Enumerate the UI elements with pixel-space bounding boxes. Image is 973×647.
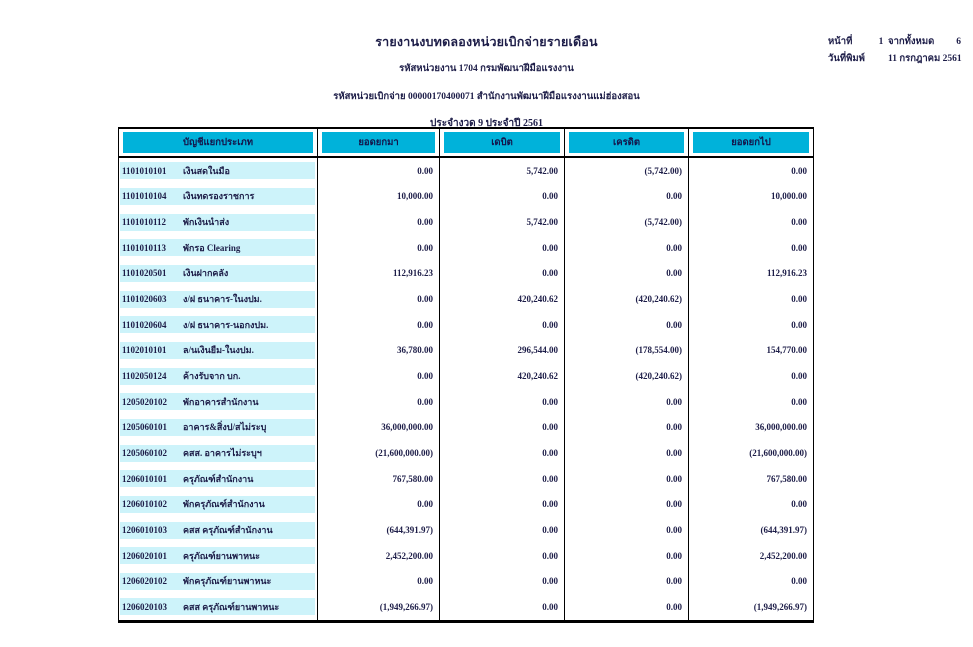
account-code: 1101020604: [122, 319, 167, 330]
carry-forward-value: 0.00: [318, 492, 440, 518]
account-cell: [119, 492, 318, 518]
carry-forward-value: 36,780.00: [318, 338, 440, 364]
account-stripe: [120, 445, 315, 462]
carry-forward-value: 0.00: [318, 569, 440, 595]
table-row: [119, 338, 814, 364]
table-header-row: [118, 127, 814, 158]
account-stripe: [120, 393, 315, 410]
page-number: 1: [878, 37, 884, 47]
account-stripe: [120, 598, 315, 615]
balance-value: 0.00: [689, 235, 814, 261]
debit-value: 0.00: [440, 415, 565, 441]
page-info: [828, 34, 962, 68]
page-number-row: [828, 34, 962, 51]
account-code: 1101010101: [122, 165, 167, 176]
account-name: อาคาร&สิ่งป/สไม่ระบุ: [183, 422, 267, 433]
column-header-debit: เดบิต: [440, 129, 565, 156]
of-total-label: จากทั้งหมด: [888, 37, 935, 47]
carry-forward-value: (1,949,266.97): [318, 594, 440, 620]
account-code: 1206020101: [122, 550, 167, 561]
account-name: เงินฝากคลัง: [183, 268, 229, 279]
balance-value: 10,000.00: [689, 184, 814, 210]
account-stripe: [120, 496, 315, 513]
carry-forward-value: 0.00: [318, 235, 440, 261]
account-stripe: [120, 547, 315, 564]
account-code: 1101020603: [122, 294, 167, 305]
account-cell: [119, 440, 318, 466]
balance-value: (644,391.97): [689, 517, 814, 543]
account-code: 1206010102: [122, 499, 167, 510]
account-stripe: [120, 522, 315, 539]
balance-value: (1,949,266.97): [689, 594, 814, 620]
account-cell: [119, 569, 318, 595]
table-row: [119, 415, 814, 441]
account-name: พักครุภัณฑ์ยานพาหนะ: [183, 576, 272, 587]
account-name: พักรอ Clearing: [183, 242, 241, 253]
account-code: 1206010103: [122, 525, 167, 536]
balance-value: 112,916.23: [689, 261, 814, 287]
account-code: 1205020102: [122, 396, 167, 407]
debit-value: 0.00: [440, 440, 565, 466]
total-pages: 6: [956, 37, 961, 47]
credit-value: (5,742.00): [565, 158, 689, 184]
table-row: [119, 594, 814, 620]
debit-value: 0.00: [440, 492, 565, 518]
period-line: ประจำงวด 9 ประจำปี 2561: [430, 118, 543, 129]
carry-forward-value: (21,600,000.00): [318, 440, 440, 466]
debit-value: 0.00: [440, 517, 565, 543]
carry-forward-value: 36,000,000.00: [318, 415, 440, 441]
agency-line: รหัสหน่วยงาน 1704 กรมพัฒนาฝีมือแรงงาน: [399, 64, 574, 74]
account-stripe: [120, 162, 315, 179]
carry-forward-value: 0.00: [318, 363, 440, 389]
account-name: ล/นเงินยืม-ในงปม.: [183, 345, 254, 356]
debit-value: 420,240.62: [440, 286, 565, 312]
table-row: [119, 261, 814, 287]
account-stripe: [120, 368, 315, 385]
account-stripe: [120, 188, 315, 205]
debit-value: 420,240.62: [440, 363, 565, 389]
account-name: ครุภัณฑ์สำนักงาน: [183, 473, 254, 484]
carry-forward-value: 112,916.23: [318, 261, 440, 287]
carry-forward-value: 0.00: [318, 312, 440, 338]
carry-forward-value: 0.00: [318, 209, 440, 235]
print-date-label: วันที่พิมพ์: [828, 54, 865, 64]
account-code: 1101020501: [122, 268, 167, 279]
debit-value: 5,742.00: [440, 158, 565, 184]
debit-value: 296,544.00: [440, 338, 565, 364]
credit-value: 0.00: [565, 466, 689, 492]
account-code: 1101010104: [122, 191, 167, 202]
account-cell: [119, 286, 318, 312]
account-code: 1206020102: [122, 576, 167, 587]
debit-value: 0.00: [440, 312, 565, 338]
credit-value: 0.00: [565, 235, 689, 261]
column-header-credit: เครดิต: [565, 129, 689, 156]
table-row: [119, 235, 814, 261]
balance-value: 0.00: [689, 363, 814, 389]
account-cell: [119, 158, 318, 184]
account-stripe: [120, 316, 315, 333]
carry-forward-value: 0.00: [318, 158, 440, 184]
credit-value: (178,554.00): [565, 338, 689, 364]
credit-value: 0.00: [565, 492, 689, 518]
account-code: 1101010113: [122, 242, 167, 253]
account-code: 1206010101: [122, 473, 167, 484]
account-name: ง/ฝ ธนาคาร-ในงปม.: [183, 294, 262, 305]
account-code: 1101010112: [122, 217, 167, 228]
credit-value: 0.00: [565, 389, 689, 415]
debit-value: 5,742.00: [440, 209, 565, 235]
report-title: รายงานงบทดลองหน่วยเบิกจ่ายรายเดือน: [375, 35, 598, 49]
account-name: คสส. อาคารไม่ระบุฯ: [183, 448, 262, 459]
debit-value: 0.00: [440, 261, 565, 287]
account-cell: [119, 543, 318, 569]
account-name: เงินทดรองราชการ: [183, 191, 255, 202]
balance-value: 154,770.00: [689, 338, 814, 364]
account-name: คสส ครุภัณฑ์ยานพาหนะ: [183, 601, 280, 612]
account-cell: [119, 209, 318, 235]
table-body: [118, 158, 814, 623]
table-row: [119, 466, 814, 492]
carry-forward-value: 2,452,200.00: [318, 543, 440, 569]
credit-value: (420,240.62): [565, 286, 689, 312]
balance-value: 767,580.00: [689, 466, 814, 492]
balance-value: 0.00: [689, 492, 814, 518]
table-row: [119, 440, 814, 466]
carry-forward-value: 0.00: [318, 389, 440, 415]
account-code: 1205060101: [122, 422, 167, 433]
balance-value: 0.00: [689, 569, 814, 595]
account-cell: [119, 261, 318, 287]
carry-forward-value: 767,580.00: [318, 466, 440, 492]
print-date-row: [828, 51, 962, 68]
debit-value: 0.00: [440, 543, 565, 569]
account-name: ง/ฝ ธนาคาร-นอกงปม.: [183, 319, 269, 330]
account-cell: [119, 363, 318, 389]
credit-value: (5,742.00): [565, 209, 689, 235]
credit-value: 0.00: [565, 517, 689, 543]
disbursement-unit-line: รหัสหน่วยเบิกจ่าย 00000170400071 สำนักงานพัฒนาฝีมือแรงงานแม่ฮ่องสอน: [333, 92, 640, 102]
account-stripe: [120, 214, 315, 231]
account-code: 1102010101: [122, 345, 167, 356]
account-code: 1102050124: [122, 371, 167, 382]
credit-value: 0.00: [565, 261, 689, 287]
account-stripe: [120, 239, 315, 256]
account-stripe: [120, 573, 315, 590]
column-header-balance: ยอดยกไป: [689, 129, 814, 156]
table-row: [119, 569, 814, 595]
print-date-spacer: [874, 51, 888, 68]
account-cell: [119, 312, 318, 338]
debit-value: 0.00: [440, 569, 565, 595]
credit-value: 0.00: [565, 415, 689, 441]
account-stripe: [120, 265, 315, 282]
table-row: [119, 312, 814, 338]
account-stripe: [120, 470, 315, 487]
account-code: 1205060102: [122, 448, 167, 459]
balance-value: 0.00: [689, 158, 814, 184]
account-name: พักเงินนำส่ง: [183, 217, 230, 228]
credit-value: 0.00: [565, 440, 689, 466]
page-label: หน้าที่: [828, 37, 853, 47]
account-cell: [119, 466, 318, 492]
debit-value: 0.00: [440, 594, 565, 620]
table-row: [119, 492, 814, 518]
column-header-account: บัญชีแยกประเภท: [119, 129, 318, 156]
account-stripe: [120, 291, 315, 308]
trial-balance-table: [118, 127, 814, 623]
account-name: เงินสดในมือ: [183, 165, 230, 176]
table-row: [119, 286, 814, 312]
account-name: คสส ครุภัณฑ์สำนักงาน: [183, 525, 273, 536]
balance-value: 36,000,000.00: [689, 415, 814, 441]
table-row: [119, 543, 814, 569]
account-cell: [119, 338, 318, 364]
credit-value: 0.00: [565, 312, 689, 338]
table-row: [119, 363, 814, 389]
credit-value: (420,240.62): [565, 363, 689, 389]
credit-value: 0.00: [565, 184, 689, 210]
table-row: [119, 517, 814, 543]
account-stripe: [120, 419, 315, 436]
balance-value: 0.00: [689, 389, 814, 415]
balance-value: 0.00: [689, 312, 814, 338]
debit-value: 0.00: [440, 235, 565, 261]
table-row: [119, 184, 814, 210]
account-cell: [119, 235, 318, 261]
account-cell: [119, 594, 318, 620]
balance-value: 0.00: [689, 286, 814, 312]
column-header-carry-forward: ยอดยกมา: [318, 129, 440, 156]
account-name: ค้างรับจาก บก.: [183, 371, 241, 382]
account-code: 1206020103: [122, 601, 167, 612]
credit-value: 0.00: [565, 543, 689, 569]
account-name: พักอาคารสำนักงาน: [183, 396, 259, 407]
carry-forward-value: 10,000.00: [318, 184, 440, 210]
credit-value: 0.00: [565, 594, 689, 620]
account-cell: [119, 517, 318, 543]
debit-value: 0.00: [440, 466, 565, 492]
account-cell: [119, 184, 318, 210]
account-cell: [119, 415, 318, 441]
carry-forward-value: (644,391.97): [318, 517, 440, 543]
carry-forward-value: 0.00: [318, 286, 440, 312]
account-name: ครุภัณฑ์ยานพาหนะ: [183, 550, 260, 561]
debit-value: 0.00: [440, 389, 565, 415]
balance-value: 2,452,200.00: [689, 543, 814, 569]
table-row: [119, 389, 814, 415]
account-name: พักครุภัณฑ์สำนักงาน: [183, 499, 265, 510]
table-row: [119, 158, 814, 184]
table-row: [119, 209, 814, 235]
debit-value: 0.00: [440, 184, 565, 210]
account-cell: [119, 389, 318, 415]
balance-value: 0.00: [689, 209, 814, 235]
account-stripe: [120, 342, 315, 359]
credit-value: 0.00: [565, 569, 689, 595]
balance-value: (21,600,000.00): [689, 440, 814, 466]
print-date: 11 กรกฎาคม 2561: [888, 54, 962, 64]
